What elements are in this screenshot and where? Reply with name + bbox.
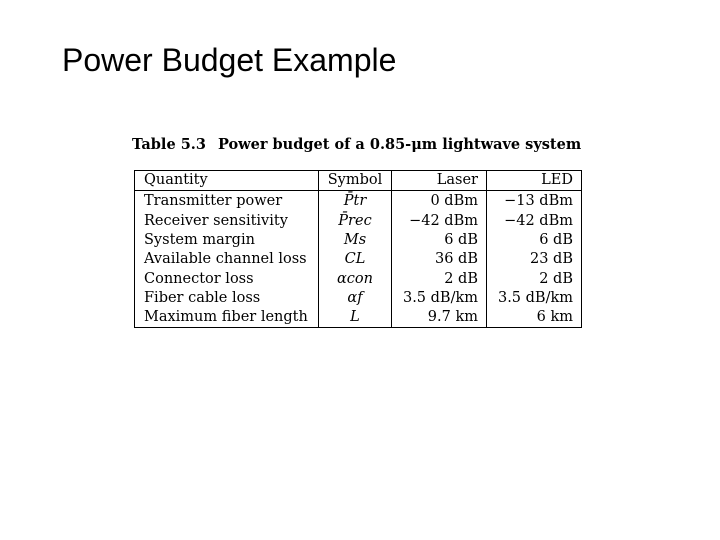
table-row: [135, 191, 582, 212]
table-row: [135, 269, 582, 288]
cell-quantity: Transmitter power: [135, 191, 319, 212]
cell-symbol: P̄tr: [319, 191, 392, 212]
cell-led: 3.5 dB/km: [497, 289, 573, 306]
header-led: LED: [487, 171, 582, 191]
cell-quantity: Receiver sensitivity: [135, 212, 319, 231]
cell-quantity: Maximum fiber length: [135, 308, 319, 328]
header-symbol: Symbol: [319, 171, 392, 191]
cell-symbol: CL: [319, 250, 392, 269]
cell-symbol: αf: [319, 289, 392, 308]
table-caption: [132, 136, 581, 153]
cell-led: −42 dBm: [504, 212, 573, 229]
table-row: [135, 231, 582, 250]
table-caption-number: Table 5.3: [132, 136, 206, 153]
cell-led: 6 dB: [539, 232, 573, 249]
table-row: [135, 289, 582, 308]
table-row: [135, 212, 582, 231]
cell-laser: 0 dBm: [392, 191, 487, 212]
cell-quantity: Available channel loss: [135, 250, 319, 269]
table-row: [135, 250, 582, 269]
header-quantity: Quantity: [135, 171, 319, 191]
cell-symbol: Ms: [319, 231, 392, 250]
header-laser: Laser: [392, 171, 487, 191]
table-caption-text: Power budget of a 0.85-μm lightwave system: [217, 136, 582, 153]
cell-led: 23 dB: [530, 251, 573, 268]
table-header-row: [135, 171, 582, 191]
cell-laser: 9.7 km: [392, 308, 487, 328]
cell-symbol: L: [319, 308, 392, 328]
cell-laser: 2 dB: [392, 269, 487, 288]
cell-laser: 36 dB: [392, 250, 487, 269]
cell-symbol: αcon: [319, 269, 392, 288]
cell-symbol: P̄rec: [319, 212, 392, 231]
cell-laser: 6 dB: [392, 231, 487, 250]
cell-laser: 3.5 dB/km: [392, 289, 487, 308]
cell-led: 6 km: [536, 309, 573, 326]
cell-led: 2 dB: [539, 270, 573, 287]
cell-quantity: Connector loss: [135, 269, 319, 288]
power-budget-table: [134, 170, 582, 328]
slide-title: Power Budget Example: [62, 42, 397, 78]
cell-quantity: Fiber cable loss: [135, 289, 319, 308]
cell-laser: −42 dBm: [392, 212, 487, 231]
cell-quantity: System margin: [135, 231, 319, 250]
cell-led: −13 dBm: [504, 193, 573, 210]
table-row: [135, 308, 582, 328]
